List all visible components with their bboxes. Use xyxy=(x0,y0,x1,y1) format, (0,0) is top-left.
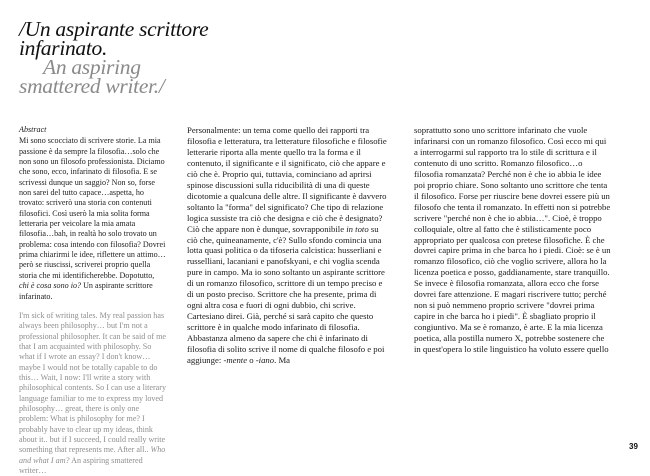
abstract-text-part-a: Mi sono scocciato di scrivere storie. La mia passione è da sempre la filosofia…solo che non sono un filosofo professionista. Diciamo che sono, ecco, infarinato di filosofia. E se scrivessi dunque un saggio? Non so, forse non sarei del tutto capace…aspetta, ho trovato: scriverò una storia con contenuti filosofici. Così userò la mia solita forma letteraria per veicolare la mia amata filosofia…bah, in realtà ho solo trovato un problema: cosa intendo con filosofia? Dovrei prima chiarirmi le idee, riflettere un attimo… però se riuscissi, scriverei proprio quella storia che mi identificherebbe. Dopotutto, xyxy=(19,136,166,280)
col2-emphasis-iano: -iano xyxy=(255,355,275,366)
page-number: 39 xyxy=(629,442,638,451)
col2-part-a: Personalmente: un tema come quello dei rapporti tra filosofia e letteratura, tra letterature filosofiche e filosofie letterarie riporta alla mente quello tra la forma e il contenuto, il significante e il significato, ciò che appare e ciò che è. Proprio qui, tuttavia, cominciano ad aprirsi spinose discussioni sulla riducibilità di una di queste dicotomie a qualcuna delle altre. Il significante è davvero soltanto la "forma" del significato? Che tipo di relazione logica sussiste tra ciò che designa e ciò che è designato? Ciò che appare non è dunque, sovrapponibile xyxy=(187,125,387,234)
col2-emphasis-mente: -mente xyxy=(223,355,248,366)
abstract-italian-text xyxy=(19,136,166,302)
abstract-english-text xyxy=(19,311,166,476)
title-italian-line-1: /Un aspirante scrittore xyxy=(19,17,209,41)
abstract-label: Abstract xyxy=(19,125,47,134)
english-text-part-b: An aspiring smattered writer… xyxy=(19,455,143,475)
body-column-2 xyxy=(187,125,388,366)
abstract-text-emphasis: chi è cosa sono io? xyxy=(19,281,82,291)
col2-part-b: su ciò che, quineanamente, c'è? Sullo sfondo comincia una lotta quasi politica o da tifoseria calcistica: husserliani e russelliani, lacaniani e panofskyani, e chi voglia scenda pure in campo. Ma io sono soltanto un aspirante scrittore di un romanzo filosofico, scrittore di un tempo preciso e di un posto preciso. Scrittore che ha presente, prima di ogni altra cosa e fuori di ogni dubbio, chi scrive. Cartesiano direi. Già, perché si sarà capito che questo scrittore è in qualche modo infarinato di filosofia. Abbastanza almeno da sapere che chi è infarinato di filosofia di solito scrive il nome di qualche filosofo e poi aggiunge: xyxy=(187,223,385,366)
article-title xyxy=(19,17,349,98)
col2-emphasis-in-toto: in toto xyxy=(346,223,369,234)
english-text-emphasis: Who and what I am? xyxy=(19,445,166,465)
title-italian-line-2: infarinato. xyxy=(19,36,108,60)
col2-part-d: . Ma xyxy=(274,355,291,366)
abstract-text-part-b: Un aspirante scrittore infarinato. xyxy=(19,281,153,301)
title-english-line-2: smattered writer./ xyxy=(19,74,165,98)
body-column-3 xyxy=(414,125,611,355)
title-english-line-1: An aspiring xyxy=(43,55,141,79)
column-3-paragraph: soprattutto sono uno scrittore infarinato che vuole infarinarsi con un romanzo filosofico. Così ecco mi qui a interrogarmi sul rapporto tra lo stile di scrittura e il contenuto di uno scritto. Romanzo filosofico…o filosofia romanzata? Perché non è che io abbia le idee poi proprio chiare. Sono soltanto uno scrittore che tenta il filosofico. Forse per riuscire bene dovrei essere più un filosofo che tenta il romanzato. In effetti non si potrebbe scrivere "perché non è che io abbia…". Cioè, è troppo colloquiale, oltre al fatto che è stilisticamente poco appropriato per qualcosa con pretese filosofiche. È che dovrei capire prima in che barca ho i piedi. Cioè: se è un romanzo filosofico, ciò che voglio scrivere, allora ho la licenza poetica e posso, gaddianamente, stare tranquillo. Se invece è filosofia romanzata, allora ecco che forse dovrei fare attenzione. E magari riscrivere tutto; perché non si può nemmeno proprio scrivere "dovrei prima capire in che barca ho i piedi". È sbagliato proprio il congiuntivo. Ma se è romanzo, è arte. E la mia licenza poetica, alla postilla numero X, potrebbe sostenere che in quest'opera lo stile linguistico ha voluto essere quello xyxy=(414,125,611,355)
column-2-paragraph xyxy=(187,125,388,366)
english-text-part-a: I'm sick of writing tales. My real passion has always been philosophy… but I'm not a professional philosopher. It can be said of me that I am acquainted with philosophy. So what if I wrote an essay? I don't know… maybe I would not be totally capable to do this… Wait, I now: I'll write a story with philosophical contents. So I can use a literary language familiar to me to express my loved philosophy… great, there is only one problem: What is philosophy for me? I probably have to clear up my ideas, think about it.. but if I succeed, I could really write something that represents me. After all.. xyxy=(19,310,166,455)
col2-part-c: o xyxy=(247,355,256,366)
abstract-column xyxy=(19,125,166,476)
